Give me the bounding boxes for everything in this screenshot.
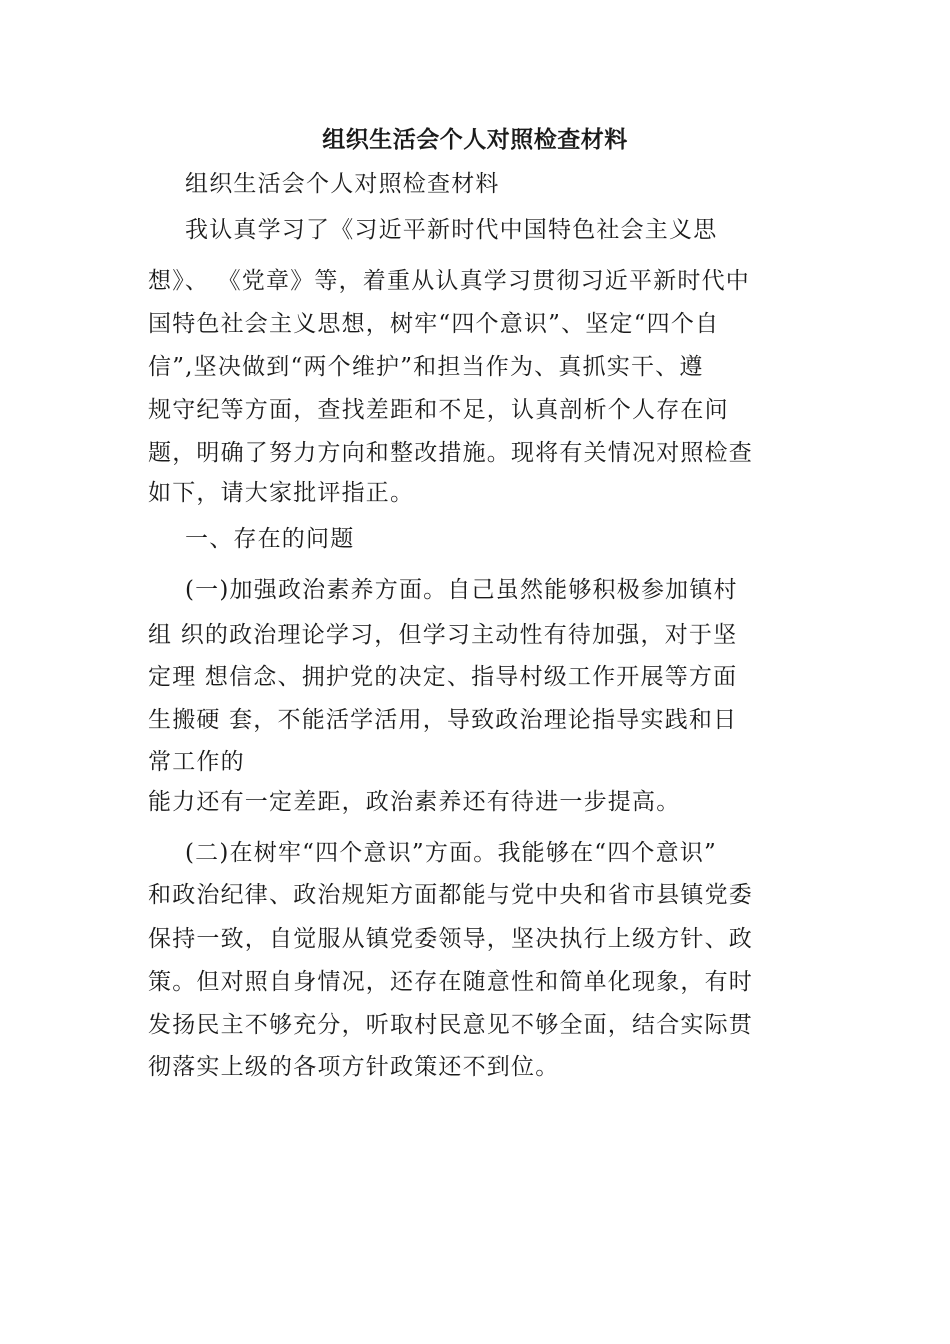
paragraph-intro-line-5: 规守纪等方面，查找差距和不足，认真剖析个人存在问 [148, 397, 729, 423]
document-title: 组织生活会个人对照检查材料 [322, 127, 628, 153]
paragraph-one-line-5: 常工作的 [148, 749, 245, 775]
paragraph-intro-line-4: 信”,坚决做到“两个维护”和担当作为、真抓实干、遵 [148, 354, 704, 380]
paragraph-one-line-6: 能力还有一定差距，政治素养还有待进一步提高。 [148, 789, 681, 815]
paragraph-two-line-6: 彻落实上级的各项方针政策还不到位。 [148, 1054, 560, 1080]
paragraph-intro-line-2: 想》、 《党章》等，着重从认真学习贯彻习近平新时代中 [148, 268, 751, 294]
paragraph-one-line-1: (一)加强政治素养方面。自己虽然能够积极参加镇村 [185, 577, 738, 603]
paragraph-two-line-5: 发扬民主不够充分，听取村民意见不够全面，结合实际贯 [148, 1012, 753, 1038]
section-heading: 一、存在的问题 [185, 526, 355, 552]
paragraph-intro-line-1: 我认真学习了《习近平新时代中国特色社会主义思 [185, 217, 718, 243]
paragraph-two-line-2: 和政治纪律、政治规矩方面都能与党中央和省市县镇党委 [148, 882, 753, 908]
paragraph-intro-line-3: 国特色社会主义思想，树牢“四个意识”、坚定“四个自 [148, 311, 720, 337]
paragraph-intro-line-7: 如下，请大家批评指正。 [148, 480, 415, 506]
subtitle-line: 组织生活会个人对照检查材料 [185, 171, 500, 197]
paragraph-intro-line-6: 题，明确了努力方向和整改措施。现将有关情况对照检查 [148, 440, 753, 466]
paragraph-two-line-1: (二)在树牢“四个意识”方面。我能够在“四个意识” [185, 840, 717, 866]
paragraph-one-line-2: 组 织的政治理论学习，但学习主动性有待加强，对于坚 [148, 622, 738, 648]
paragraph-one-line-4: 生搬硬 套，不能活学活用，导致政治理论指导实践和日 [148, 707, 738, 733]
paragraph-one-line-3: 定理 想信念、拥护党的决定、指导村级工作开展等方面 [148, 664, 738, 690]
paragraph-two-line-4: 策。但对照自身情况，还存在随意性和简单化现象，有时 [148, 969, 753, 995]
paragraph-two-line-3: 保持一致，自觉服从镇党委领导，坚决执行上级方针、政 [148, 926, 753, 952]
